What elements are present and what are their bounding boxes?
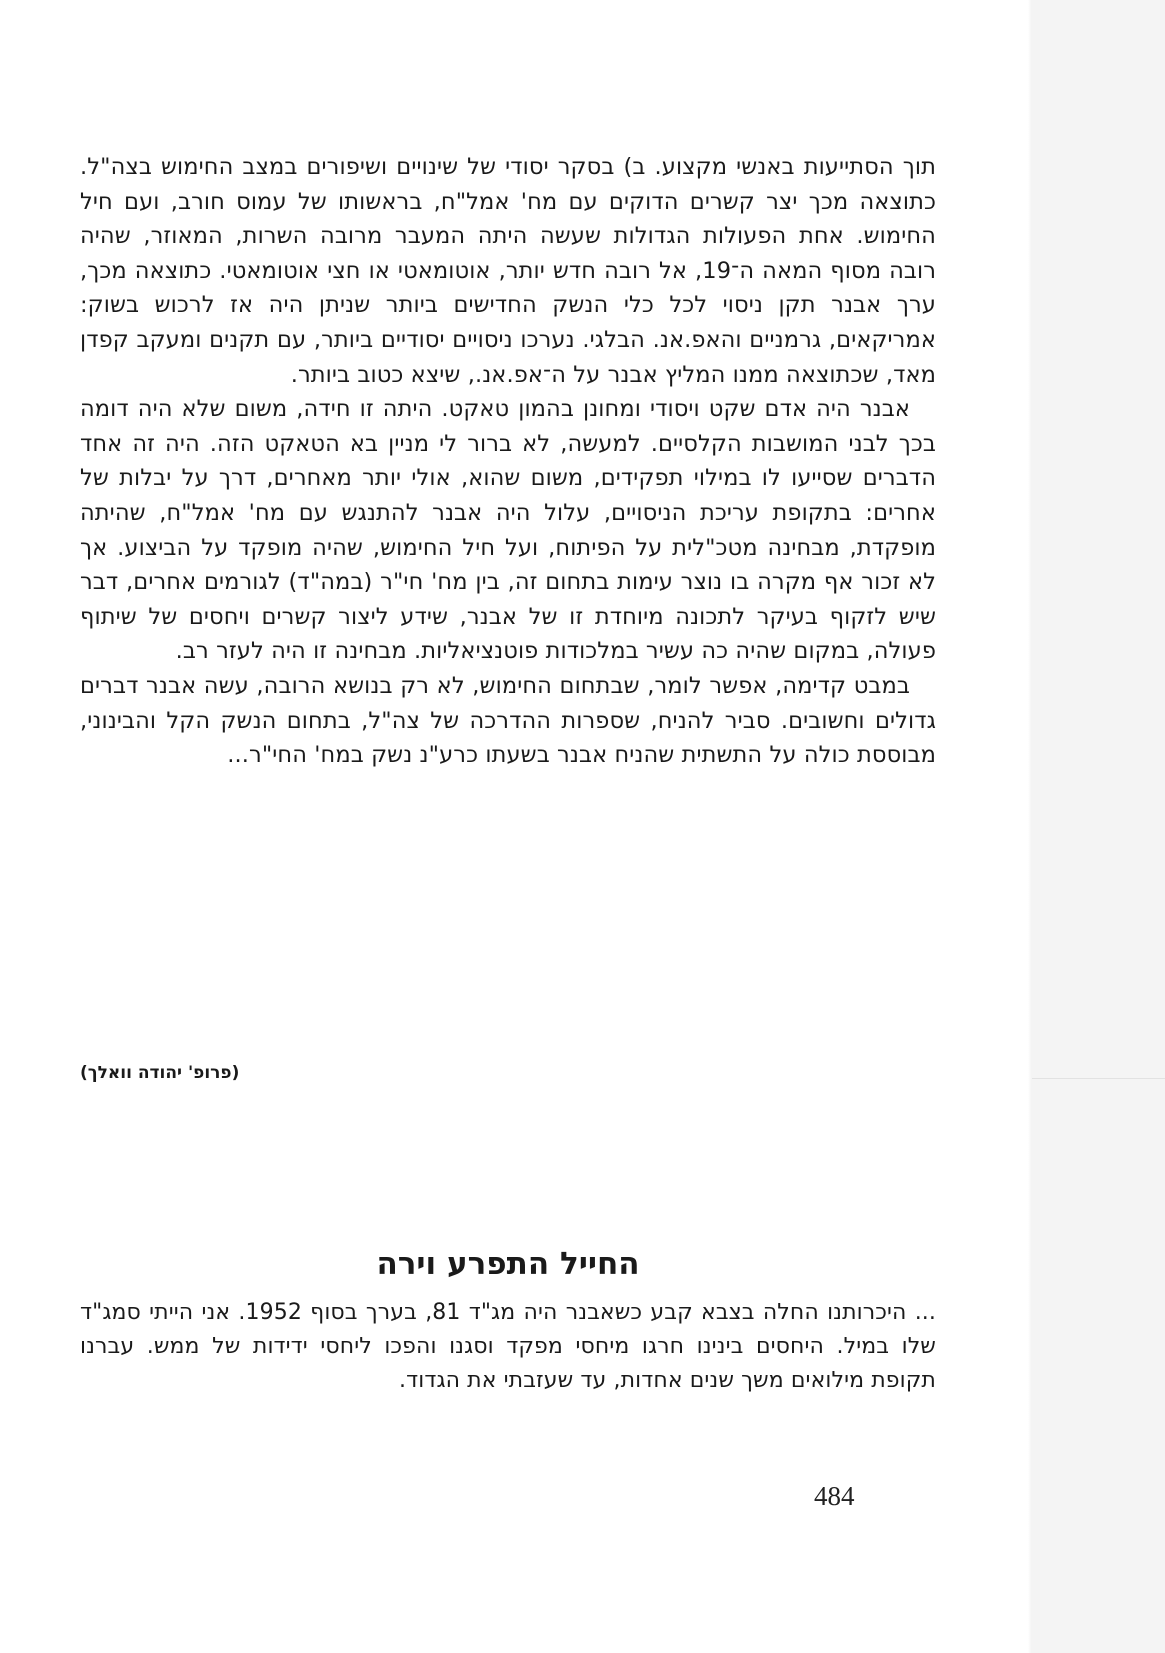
paragraph-3: במבט קדימה, אפשר לומר, שבתחום החימוש, לא רק בנושא הרובה, עשה אבנר דברים גדולים וחשובים. סביר להניח, שספרות ההדרכה של צה"ל, בתחום הנשק הקל והבינוני, מבוססת כולה על התשתית שהניח אבנר בשעתו כרע"נ נשק במח' החי"ר...	[80, 672, 936, 769]
paragraph-4: ... היכרותנו החלה בצבא קבע כשאבנר היה מג"ד 81, בערך בסוף 1952. אני הייתי סמג"ד שלו במיל. היחסים בינינו חרגו מיחסי מפקד וסגנו והפכו ליחסי ידידות של ממש. עברנו תקופת מילואים משך שנים אחדות, עד שעזבתי את הגדוד.	[80, 1300, 936, 1393]
body-text-top	[80, 150, 936, 773]
body-text-bottom	[80, 1296, 936, 1398]
page-edge-divider	[1032, 1078, 1165, 1079]
paragraph-2: אבנר היה אדם שקט ויסודי ומחונן בהמון טאקט. היתה זו חידה, משום שלא היה דומה בכך לבני המושבות הקלסיים. למעשה, לא ברור לי מניין בא הטאקט הזה. היה זה אחד הדברים שסייעו לו במילוי תפקידים, משום שהוא, אולי יותר מאחרים, דרך על יבלות של אחרים: בתקופת עריכת הניסויים, עלול היה אבנר להתנגש עם מח' אמל"ח, שהיתה מופקדת, מבחינה מטכ"לית על הפיתוח, ועל חיל החימוש, שהיה מופקד על הביצוע. אך לא זכור אף מקרה בו נוצר עימות בתחום זה, בין מח' חי"ר (במה"ד) לגורמים אחרים, דבר שיש לזקוף בעיקר לתכונה מיוחדת זו של אבנר, שידע ליצור קשרים ויחסים של שיתוף פעולה, במקום שהיה כה עשיר במלכודות פוטנציאליות. מבחינה זו היה לעזר רב.	[80, 396, 936, 665]
section-title: החייל התפרע וירה	[376, 1246, 640, 1282]
author-credit: (פרופ' יהודה וואלך)	[80, 1063, 240, 1083]
adjacent-page-edge	[1032, 0, 1165, 1653]
paragraph-1: תוך הסתייעות באנשי מקצוע. ב) בסקר יסודי של שינויים ושיפורים במצב החימוש בצה"ל. כתוצאה מכך יצר קשרים הדוקים עם מח' אמל"ח, בראשותו של עמוס חורב, ועם חיל החימוש. אחת הפעולות הגדולות שעשה היתה המעבר מרובה השרות, המאוזר, שהיה רובה מסוף המאה ה־19, אל רובה חדש יותר, אוטומאטי או חצי אוטומאטי. כתוצאה מכך, ערך אבנר תקן ניסוי לכל כלי הנשק החדישים ביותר שניתן היה אז לרכוש בשוק: אמריקאים, גרמניים והאפ.אנ. הבלגי. נערכו ניסויים יסודיים ביותר, עם תקנים ומעקב קפדן מאד, שכתוצאה ממנו המליץ אבנר על ה־אפ.אנ., שיצא כטוב ביותר.	[80, 154, 937, 388]
page-number: 484	[814, 1481, 855, 1511]
